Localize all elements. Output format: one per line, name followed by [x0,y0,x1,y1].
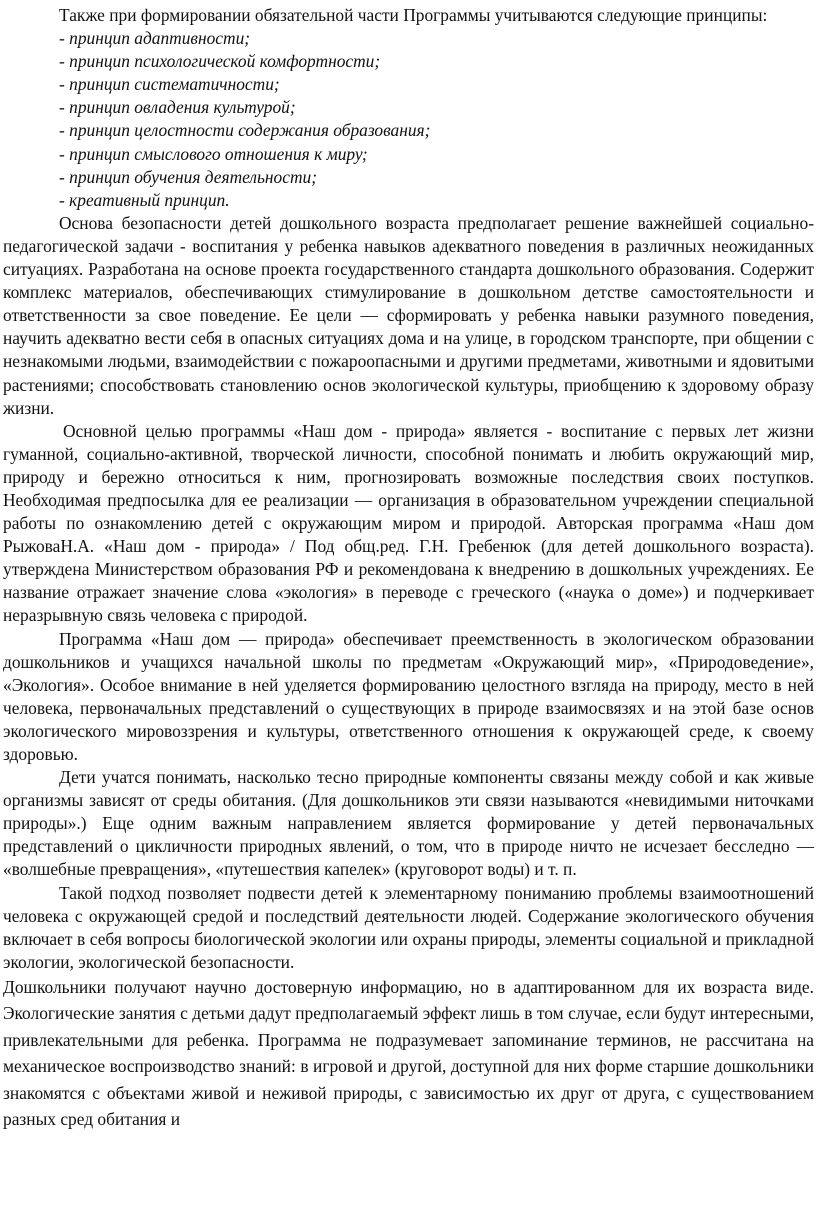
connections-paragraph: Дети учатся понимать, насколько тесно природные компоненты связаны между собой и как живые организмы зависят от среды обитания. (Для дошкольников эти связи называются «невидимыми ниточками природы».) Еще одним важным направлением является формирование у детей первоначальных представлений о цикличности природных явлений, о том, что в природе ничто не исчезает бесследно — «волшебные превращения», «путешествия капелек» (круговорот воды) и т. п. [3,767,814,880]
principle-item: - принцип психологической комфортности; [59,51,381,72]
intro-paragraph: Также при формировании обязательной части Программы учитываются следующие принципы: [59,5,768,25]
principle-item: - принцип смыслового отношения к миру; [59,143,368,164]
principle-item: - креативный принцип. [59,189,230,210]
program-goal-paragraph: Основной целью программы «Наш дом - природа» является - воспитание с первых лет жизни гуманной, социально-активной, творческой личности, способной понимать и любить окружающий мир, природу и бережно относиться к ним, прогнозировать возможные последствия своих поступков. Необходимая предпосылка для ее реализации — организация в образовательном учреждении специальной работы по ознакомлению детей с окружающим миром и природой. Авторская программа «Наш дом РыжоваН.А. «Наш дом - природа» / Под общ.ред. Г.Н. Гребенюк (для детей дошкольного возраста). утверждена Министерством образования РФ и рекомендована к внедрению в дошкольных учреждениях. Ее название отражает значение слова «экология» в переводе с греческого («наука о доме») и подчеркивает неразрывную связь человека с природой. [3,420,814,626]
principles-list [3,27,814,212]
approach-paragraph: Такой подход позволяет подвести детей к элементарному пониманию проблемы взаимоотношений человека с окружающей средой и последствий деятельности людей. Содержание экологического обучения включает в себя вопросы биологической экологии или охраны природы, элементы социальной и прикладной экологии, экологической безопасности. [3,882,814,972]
principle-item: - принцип обучения деятельности; [59,166,317,187]
principle-item: - принцип систематичности; [59,74,280,95]
principle-item: - принцип целостности содержания образования; [59,120,431,141]
continuity-paragraph: Программа «Наш дом — природа» обеспечивает преемственность в экологическом образовании дошкольников и учащихся начальной школы по предметам «Окружающий мир», «Природоведение», «Экология». Особое внимание в ней уделяется формированию целостного взгляда на природу, место в ней человека, первоначальных представлений о существующих в природе взаимосвязях и на этой базе основ экологического мировоззрения и культуры, ответственного отношения к окружающей среде, к своему здоровью. [3,628,814,764]
principle-item: - принцип овладения культурой; [59,97,296,118]
safety-paragraph: Основа безопасности детей дошкольного возраста предполагает решение важнейшей социально-педагогической задачи - воспитания у ребенка навыков адекватного поведения в различных неожиданных ситуациях. Разработана на основе проекта государственного стандарта дошкольного образования. Содержит комплекс материалов, обеспечивающих стимулирование в дошкольном детстве самостоятельности и ответственности за свое поведение. Ее цели — сформировать у ребенка навыки разумного поведения, научить адекватно вести себя в опасных ситуациях дома и на улице, в городском транспорте, при общении с незнакомыми людьми, взаимодействии с пожароопасными и другими предметами, животными и ядовитыми растениями; способствовать становлению основ экологической культуры, приобщению к здоровому образу жизни. [3,212,814,418]
preschoolers-paragraph: Дошкольники получают научно достоверную информацию, но в адаптированном для их возраста виде. Экологические занятия с детьми дадут предполагаемый эффект лишь в том случае, если будут интересными, привлекательными для ребенка. Программа не подразумевает запоминание терминов, не рассчитана на механическое воспроизводство знаний: в игровой и другой, доступной для них форме старшие дошкольники знакомятся с объектами живой и неживой природы, с зависимостью их друг от друга, с существованием разных сред обитания и [3,976,814,1129]
principle-item: - принцип адаптивности; [59,28,251,49]
